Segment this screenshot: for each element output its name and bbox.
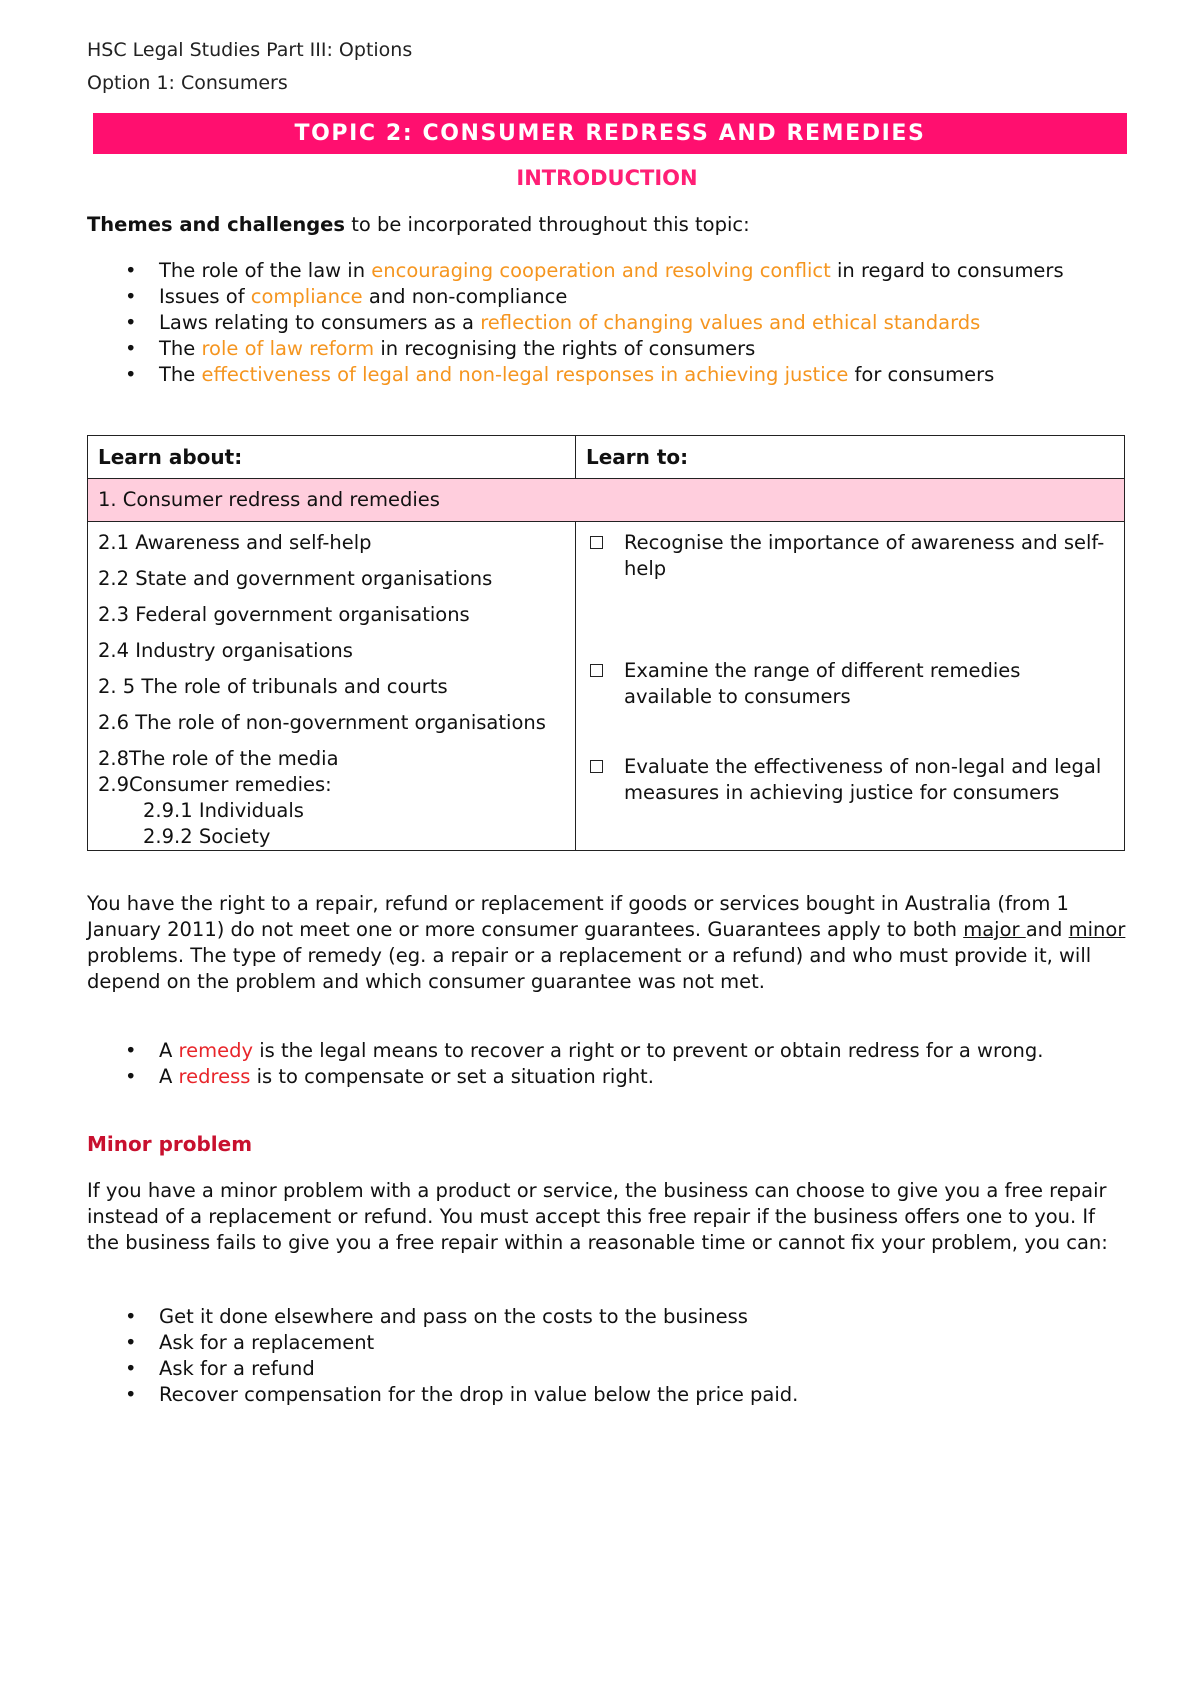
header-course-title: HSC Legal Studies Part III: Options xyxy=(87,39,413,61)
learn-to-item xyxy=(586,530,1114,582)
text-segment: The role of the law in xyxy=(159,259,372,282)
definitions-list xyxy=(87,1038,1127,1090)
themes-list xyxy=(87,258,1127,388)
highlight-text: reflection of changing values and ethical standards xyxy=(480,311,981,334)
introduction-heading: INTRODUCTION xyxy=(516,166,698,190)
table-header-row xyxy=(88,436,1125,479)
learn-about-subitem: 2.9.2 Society xyxy=(143,825,271,848)
minor-problem-heading: Minor problem xyxy=(87,1132,253,1156)
bullet-icon: • xyxy=(125,285,137,308)
learn-to-item xyxy=(586,754,1114,806)
bullet-icon: • xyxy=(125,311,137,334)
bullet-icon: • xyxy=(125,1383,137,1406)
text-segment: You have the right to a repair, refund or replacement if goods or services bought in Australia (from 1 January 2011) do not meet one or more consumer guarantees. Guarantees apply to both xyxy=(87,892,1069,941)
header-option-title: Option 1: Consumers xyxy=(87,72,288,94)
highlight-text: encouraging cooperation and resolving conflict xyxy=(371,259,831,282)
highlight-text: role of law reform xyxy=(201,337,375,360)
bullet-icon: • xyxy=(125,1039,137,1062)
bullet-icon: • xyxy=(125,1305,137,1328)
learn-about-item: 2.3 Federal government organisations xyxy=(98,603,470,626)
remedy-option-item xyxy=(87,1356,1127,1382)
text-segment: in recognising the rights of consumers xyxy=(374,337,756,360)
text-segment: and xyxy=(1025,918,1069,941)
highlight-text: effectiveness of legal and non-legal responses in achieving justice xyxy=(201,363,849,386)
themes-list-item xyxy=(87,310,1127,336)
minor-problem-paragraph: If you have a minor problem with a product or service, the business can choose to give you a free repair instead of a replacement or refund. You must accept this free repair if the business offers one to you. If the business fails to give you a free repair within a reasonable time or cannot fix your problem, you can: xyxy=(87,1179,1108,1254)
learn-table xyxy=(87,435,1125,851)
definition-item xyxy=(87,1064,1127,1090)
remedy-options-list xyxy=(87,1304,1127,1408)
option-text: Recover compensation for the drop in value below the price paid. xyxy=(159,1383,799,1406)
option-text: Ask for a replacement xyxy=(159,1331,375,1354)
learn-about-item: 2.4 Industry organisations xyxy=(98,639,353,662)
text-segment: in regard to consumers xyxy=(830,259,1064,282)
bullet-icon: • xyxy=(125,363,137,386)
learn-about-item: 2.8The role of the media xyxy=(98,747,339,770)
option-text: Get it done elsewhere and pass on the costs to the business xyxy=(159,1305,748,1328)
learn-to-text: Evaluate the effectiveness of non-legal and legal measures in achieving justice for consumers xyxy=(624,755,1102,804)
learn-to-cell xyxy=(576,522,1125,851)
table-content-row xyxy=(88,522,1125,851)
learn-about-item: 2.2 State and government organisations xyxy=(98,567,493,590)
learn-about-item: 2. 5 The role of tribunals and courts xyxy=(98,675,448,698)
section-title-cell: 1. Consumer redress and remedies xyxy=(88,479,1125,522)
table-section-row xyxy=(88,479,1125,522)
themes-list-item xyxy=(87,284,1127,310)
bullet-icon: • xyxy=(125,337,137,360)
learn-to-text: Examine the range of different remedies available to consumers xyxy=(624,659,1021,708)
checkbox-icon xyxy=(590,536,603,549)
learn-about-cell xyxy=(88,522,576,851)
themes-intro-line xyxy=(87,212,1127,238)
learn-about-list xyxy=(98,530,565,850)
bullet-icon: • xyxy=(125,259,137,282)
text-segment: A xyxy=(159,1039,179,1062)
text-segment: The xyxy=(159,363,202,386)
highlight-text: compliance xyxy=(250,285,363,308)
text-segment: problems. The type of remedy (eg. a repair or a replacement or a refund) and who must provide it, will depend on the problem and which consumer guarantee was not met. xyxy=(87,944,1092,993)
text-segment: A xyxy=(159,1065,179,1088)
themes-lead-rest: to be incorporated throughout this topic: xyxy=(345,213,750,236)
learn-about-item: 2.1 Awareness and self-help xyxy=(98,531,372,554)
checkbox-icon xyxy=(590,760,603,773)
text-segment: The xyxy=(159,337,202,360)
learn-to-header: Learn to: xyxy=(576,436,1125,479)
themes-list-item xyxy=(87,258,1127,284)
themes-list-item xyxy=(87,362,1127,388)
text-segment: Laws relating to consumers as a xyxy=(159,311,481,334)
remedy-option-item xyxy=(87,1304,1127,1330)
underlined-term: major xyxy=(963,918,1026,941)
defined-term: remedy xyxy=(178,1039,254,1062)
text-segment: is the legal means to recover a right or to prevent or obtain redress for a wrong. xyxy=(253,1039,1044,1062)
definition-item xyxy=(87,1038,1127,1064)
underlined-term: minor xyxy=(1068,918,1126,941)
text-segment: and non-compliance xyxy=(362,285,568,308)
text-segment: Issues of xyxy=(159,285,251,308)
themes-list-item xyxy=(87,336,1127,362)
learn-about-header: Learn about: xyxy=(88,436,576,479)
option-text: Ask for a refund xyxy=(159,1357,315,1380)
text-segment: for consumers xyxy=(848,363,995,386)
bullet-icon: • xyxy=(125,1331,137,1354)
topic-title-banner: TOPIC 2: CONSUMER REDRESS AND REMEDIES xyxy=(93,113,1127,154)
learn-to-item xyxy=(586,658,1114,710)
learn-about-subitem: 2.9.1 Individuals xyxy=(143,799,304,822)
learn-about-item: 2.6 The role of non-government organisations xyxy=(98,711,546,734)
consumer-guarantee-paragraph xyxy=(87,891,1127,995)
checkbox-icon xyxy=(590,664,603,677)
learn-to-text: Recognise the importance of awareness and self-help xyxy=(624,531,1105,580)
bullet-icon: • xyxy=(125,1065,137,1088)
themes-lead-bold: Themes and challenges xyxy=(87,213,346,236)
bullet-icon: • xyxy=(125,1357,137,1380)
remedy-option-item xyxy=(87,1330,1127,1356)
remedy-option-item xyxy=(87,1382,1127,1408)
learn-about-item: 2.9Consumer remedies: xyxy=(98,773,332,796)
text-segment: is to compensate or set a situation right. xyxy=(250,1065,654,1088)
defined-term: redress xyxy=(178,1065,251,1088)
